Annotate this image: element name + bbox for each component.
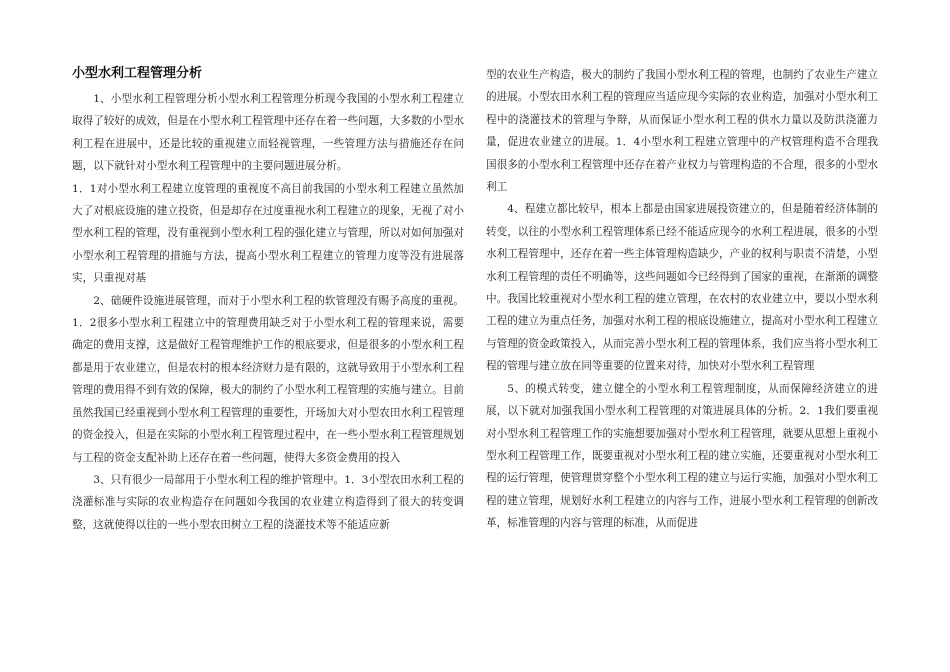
paragraph-4: 3、只有很少一局部用于小型水利工程的维护管理中。1．3小型农田水利工程的浇灌标准与实际的农业构造存在问题如今我国的农业建立构造得到了很大的转变调整，这就使得以往的一些小型农田树立工程的浇灌技术等不能适应新 <box>72 473 464 531</box>
right-column <box>486 64 878 535</box>
left-column <box>72 64 464 536</box>
paragraph-1: 1、小型水利工程管理分析小型水利工程管理分析现今我国的小型水利工程建立取得了较好的成效，但是在小型水利工程管理中还存在着一些问题，大多数的小型水利工程在进展中，还是比较的重视建立而轻视管理，一些管理方法与措施还存在问题，以下就针对小型水利工程管理中的主要问题进展分析。 <box>72 93 464 173</box>
paragraph-6: 4、程建立都比较早，根本上都是由国家进展投资建立的，但是随着经济体制的转变，以往的小型水利工程管理体系已经不能适应现今的水利工程进展，很多的小型水利工程管理中，还存在着一些主体管理构造缺少，产业的权利与职责不清楚，小型水利工程管理的责任不明确等，这些问题如今已经得到了国家的重视，在渐渐的调整中。我国比较重视对小型水利工程的建立管理，在农村的农业建立中，要以小型水利工程的建立为重点任务，加强对水利工程的根底设施建立，提高对小型水利工程建立与管理的资金政策投入，从而完善小型水利工程的管理体系，我们应当将小型水利工程的管理与建立放在同等重要的位置来对待，加快对小型水利工程管理 <box>486 203 878 373</box>
paragraph-2: 1．1对小型水利工程建立度管理的重视度不高目前我国的小型水利工程建立虽然加大了对根底设施的建立投资，但是却存在过度重视水利工程建立的现象，无视了对小型水利工程的管理，没有重视到小型水利工程的强化建立与管理，所以对如何加强对小型水利工程管理的措施与方法，提高小型水利工程建立的管理力度等没有进展落实，只重视对基 <box>72 182 464 285</box>
paragraph-5: 型的农业生产构造，极大的制约了我国小型水利工程的管理，也制约了农业生产建立的进展。小型农田水利工程的管理应当适应现今实际的农业构造，加强对小型水利工程中的浇灌技术的管理与争辩，从而保证小型水利工程的供水力量以及防洪浇灌力量，促进农业建立的进展。1．4小型水利工程建立管理中的产权管理构造不合理我国很多的小型水利工程管理中还存在着产业权力与管理构造的不合理，很多的小型水利工 <box>486 69 878 194</box>
paragraph-7: 5、的模式转变，建立健全的小型水利工程管理制度，从而保障经济建立的进展，以下就对加强我国小型水利工程管理的对策进展具体的分析。2．1我们要重视对小型水利工程管理工作的实施想要加强对小型水利工程管理，就要从思想上重视小型水利工程管理工作，既要重视对小型水利工程的建立实施，还要重视对小型水利工程的运行管理，使管理贯穿整个小型水利工程的建立与运行实施，加强对小型水利工程的建立管理，规划好水利工程建立的内容与工作，进展小型水利工程管理的创新改革，标准管理的内容与管理的标准，从而促进 <box>486 382 878 530</box>
paragraph-3: 2、础硬件设施进展管理，而对于小型水利工程的软管理没有赐予高度的重视。1．2很多小型水利工程建立中的管理费用缺乏对于小型水利工程的管理来说，需要确定的费用支撑，这是做好工程管理维护工作的根底要求，但是很多的小型水利工程都是用于农业建立，但是农村的根本经济财力是有限的，这就导致用于小型水利工程管理的费用得不到有效的保障，极大的制约了小型水利工程管理的实施与建立。目前虽然我国已经重视到小型水利工程管理的重要性，开场加大对小型农田水利工程管理的资金投入，但是在实际的小型水利工程管理过程中，在一些小型水利工程管理规划与工程的资金支配补助上还存在着一些问题，使得大多资金费用的投入 <box>72 294 464 464</box>
document-title: 小型水利工程管理分析 <box>72 66 203 81</box>
